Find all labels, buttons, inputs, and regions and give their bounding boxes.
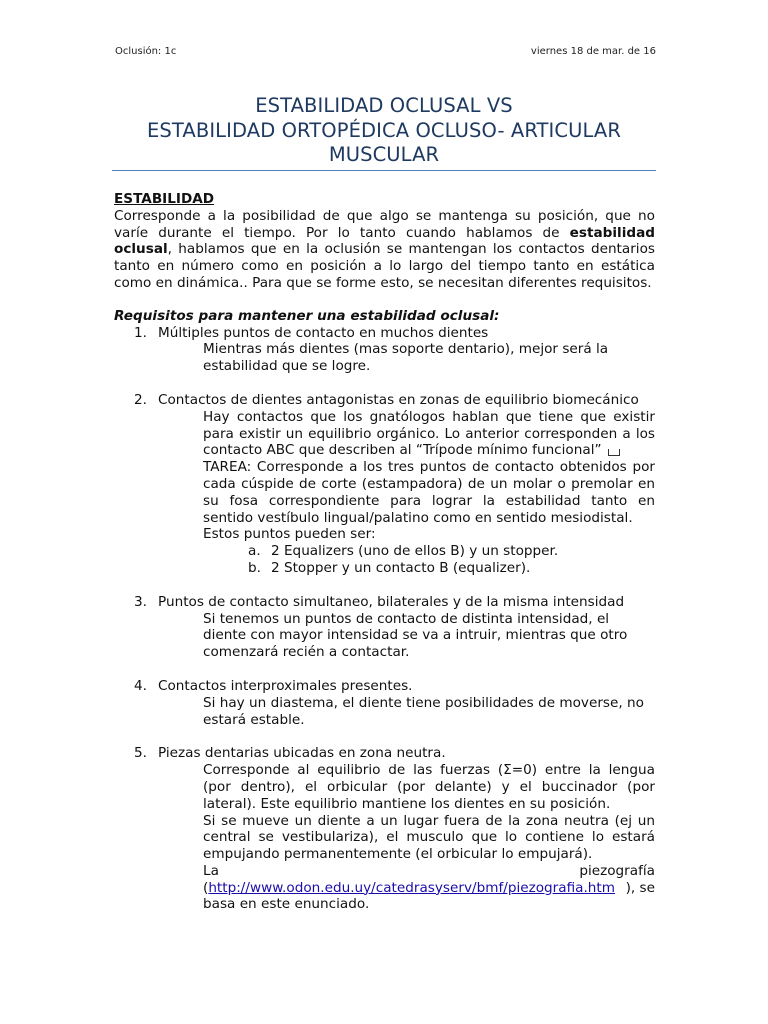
item-title: Múltiples puntos de contacto en muchos dientes xyxy=(158,324,489,341)
item-number: 5. xyxy=(134,745,147,762)
sub-item-letter: a. xyxy=(248,543,261,560)
item-number: 1. xyxy=(134,324,147,341)
sub-list xyxy=(248,543,655,577)
title-divider xyxy=(112,170,656,171)
item-body-link-line xyxy=(203,880,655,897)
item-number: 4. xyxy=(134,677,147,694)
item-title: Contactos de dientes antagonistas en zonas de equilibrio biomecánico xyxy=(158,391,639,408)
title-line-2: ESTABILIDAD ORTOPÉDICA OCLUSO- ARTICULAR xyxy=(147,118,621,142)
document-body xyxy=(114,191,655,913)
item-title: Puntos de contacto simultaneo, bilaterales y de la misma intensidad xyxy=(158,593,625,610)
header-subject: Oclusión: 1c xyxy=(115,46,177,57)
comment-marker-icon xyxy=(608,449,620,456)
item-title: Piezas dentarias ubicadas en zona neutra. xyxy=(158,745,446,762)
item-body: Mientras más dientes (mas soporte dentario), mejor será la estabilidad que se logre. xyxy=(203,341,609,375)
list-item xyxy=(114,325,655,392)
document-title xyxy=(112,94,656,168)
item-number: 3. xyxy=(134,593,147,610)
item-body: Si hay un diastema, el diente tiene posibilidades de moverse, no estará estable. xyxy=(203,694,644,728)
requirements-heading: Requisitos para mantener una estabilidad oclusal: xyxy=(114,307,500,324)
item-body-task: TAREA: Corresponde a los tres puntos de contacto obtenidos por cada cúspide de corte (estampadora) de un molar o premolar en su fosa correspondiente para lograr la estabilidad tanto en sentido vestíbulo lingual/palatino como en sentido mesiodistal. xyxy=(203,459,655,526)
item-body: Si tenemos un puntos de contacto de distinta intensidad, el diente con mayor intensidad se va a intruir, mientras que otro comenzará recién a contactar. xyxy=(203,610,628,661)
sub-item-letter: b. xyxy=(248,559,261,576)
section-paragraph xyxy=(114,208,655,292)
title-line-3: MUSCULAR xyxy=(328,143,440,166)
list-item xyxy=(114,594,655,678)
header-date: viernes 18 de mar. de 16 xyxy=(530,46,656,57)
title-line-1: ESTABILIDAD OCLUSAL VS xyxy=(255,94,513,117)
item-title: Contactos interproximales presentes. xyxy=(158,677,413,694)
section-heading: ESTABILIDAD xyxy=(114,191,215,207)
sub-list-item xyxy=(248,543,655,560)
item-number: 2. xyxy=(134,391,147,408)
list-item xyxy=(114,678,655,745)
list-item xyxy=(114,745,655,913)
sub-list-item xyxy=(248,560,655,577)
item-body-tail: basa en este enunciado. xyxy=(203,896,370,913)
piezografia-link[interactable]: http://www.odon.edu.uy/catedrasyserv/bmf/piezografia.htm xyxy=(208,879,615,896)
sub-item-text: 2 Stopper y un contacto B (equalizer). xyxy=(271,559,531,576)
la-word: La xyxy=(203,862,219,879)
item-body xyxy=(203,409,655,459)
list-item xyxy=(114,392,655,594)
paragraph-text-a: Corresponde a la posibilidad de que algo se mantenga su posición, que no varíe durante el tiempo. Por lo tanto cuando hablamos de xyxy=(114,207,655,241)
item-body-points: Estos puntos pueden ser: xyxy=(203,526,376,543)
paragraph-bold-term: estabilidad oclusal xyxy=(114,224,655,258)
piezografia-word: piezografía xyxy=(579,862,655,879)
item-body-text: Hay contactos que los gnatólogos hablan que tiene que existir para existir un equilibrio orgánico. Lo anterior corresponden a los contacto ABC que describen al “Trípode mínimo funcional” xyxy=(203,408,655,459)
link-open-paren: ( xyxy=(203,879,209,896)
paragraph-text-b: , hablamos que en la oclusión se mantengan los contactos dentarios tanto en número como en posición a lo largo del tiempo tanto en estática como en dinámica.. Para que se forme esto, se necesitan diferentes requisitos. xyxy=(114,241,655,291)
sub-item-text: 2 Equalizers (uno de ellos B) y un stopper. xyxy=(271,543,559,560)
link-close-text: ), se xyxy=(625,879,655,896)
item-body: Corresponde al equilibrio de las fuerzas (Σ=0) entre la lengua (por dentro), el orbicular (por delante) y el buccinador (por lateral). Este equilibrio mantiene los dientes en su posición. xyxy=(203,762,655,812)
requirements-list xyxy=(114,325,655,914)
link-wrapper xyxy=(203,880,615,897)
item-body-la-line xyxy=(203,863,655,880)
item-body-2: Si se mueve un diente a un lugar fuera de la zona neutra (ej un central se vestibulariza), el musculo que lo contiene lo estará empujando permanentemente (el orbicular lo empujará). xyxy=(203,812,655,863)
